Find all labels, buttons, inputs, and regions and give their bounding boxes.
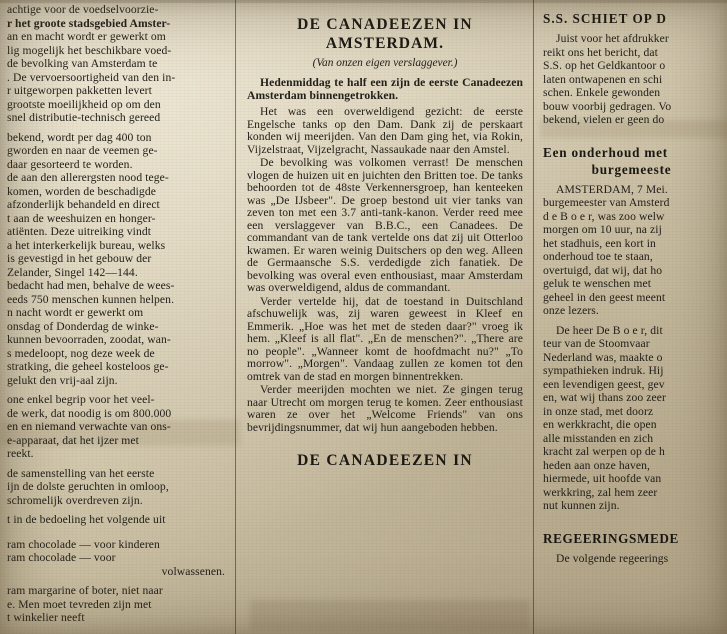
top-gap xyxy=(247,4,523,15)
body-line: a het interkerkelijk bureau, welks xyxy=(7,238,166,252)
body-line: de bevolking van Amsterdam te xyxy=(7,57,158,70)
body-line: afzonderlijk behandeld en direct xyxy=(7,198,160,211)
body-line: achtige voor de voedselvoorzie- xyxy=(7,3,159,16)
body-line: one enkel begrip voor het veel- xyxy=(7,393,155,406)
article-paragraph: Het was een overweldigend gezicht: de eerste Engelsche tanks op den Dam. Dank zij de perskaart konden wij meerijden. Van den Dam ging het, via Rokin, Vijzelstraat, Vijzelgracht, Nassaukade naar den Amstel. xyxy=(247,105,523,156)
article-headline-regeering: REGEERINGSMEDE xyxy=(543,530,679,546)
body-line: het stadhuis, een kort in xyxy=(543,236,656,250)
body-line: r uitgeworpen pakketten levert xyxy=(7,84,152,97)
article-paragraph: De bevolking was volkomen verrast! De menschen vlogen de huizen uit en juichten den Britten toe. De tanks behoorden tot de 48ste Verkennersgroep, han kenteeken was „De IJsbeer". De groep bestond uit vier tanks van zeven ton met een 3.7 anti-tank-kanon. Verder reed mee een verslaggever van B.B.C., een Canadees. De commandant van de tank vertelde ons dat zij uit Otterloo kwamen. Er waren weinig Duitschers op den weg. Alleen de Germaansche S.S. verdedigde zich fanatiek. De bevolking was overal even enthousiast, maar Amsterdam was overweldigend, aldus de commandant. xyxy=(247,156,523,295)
body-line: an en macht wordt er gewerkt om xyxy=(7,30,166,43)
body-line: lig mogelijk het beschikbare voed- xyxy=(7,43,172,57)
body-line: e-apparaat, dat het ijzer met xyxy=(7,433,139,447)
body-line: d e B o e r, was zoo welw xyxy=(543,209,665,223)
article-byline: (Van onzen eigen verslaggever.) xyxy=(312,57,458,69)
body-line: reikt ons het bericht, dat xyxy=(543,45,658,59)
body-line: t aan de weeshuizen en honger- xyxy=(7,211,156,225)
body-line: teur van de Stoomvaar xyxy=(543,337,650,350)
body-line: grootste moeilijkheid op om den xyxy=(7,97,161,111)
body-line: s medeloopt, nog deze week de xyxy=(7,346,155,360)
body-line: een levendigen geest, gev xyxy=(543,377,665,391)
body-line: n nacht wordt er gewerkt om xyxy=(7,306,144,319)
body-line: nut kunnen zijn. xyxy=(543,499,620,512)
body-line: Zelander, Singel 142—144. xyxy=(7,265,138,279)
body-line: Nederland was, maakte o xyxy=(543,350,663,364)
body-line: bekend, wordt per dag 400 ton xyxy=(7,130,152,144)
body-line: snel distributie-technisch gereed xyxy=(7,111,161,124)
body-line: en werkkracht, die open xyxy=(543,418,657,431)
body-line: ram margarine of boter, niet naar xyxy=(7,584,163,597)
body-line: is gevestigd in het gebouw der xyxy=(7,252,152,265)
body-line: schromelijk overdreven zijn. xyxy=(7,493,143,507)
body-line: onze lezers. xyxy=(543,304,599,317)
body-line: t in de bedoeling het volgende uit xyxy=(7,513,166,526)
body-line: bouw voorbij gedragen. Vo xyxy=(543,99,672,113)
body-line: S.S. op het Geldkantoor o xyxy=(543,59,666,72)
body-line: morgen om 10 uur, na zij xyxy=(543,223,662,236)
column-rule-right xyxy=(533,0,534,634)
body-line: ijn de dolste geruchten in omloop, xyxy=(7,480,169,493)
body-line: alle misstanden en zich xyxy=(543,431,654,445)
next-article-headline: DE CANADEEZEN IN xyxy=(297,452,473,470)
body-line: en en niemand verwachte van ons- xyxy=(7,420,171,433)
article-paragraph: Verder meerijden mochten we niet. Ze gingen terug naar Utrecht om morgen terug te komen. Zeer enthousiast waren ze over het „Welcome Friends" van ons bevrijdingsnummer, dat wij hun aangeboden hebben. xyxy=(247,383,523,434)
body-line: overtuigd, dat wij, dat ho xyxy=(543,263,663,277)
column-left xyxy=(0,0,232,634)
body-line: en, wat wij thans zoo zeer xyxy=(543,391,666,404)
body-line: in onze stad, met doorz xyxy=(543,404,654,418)
body-line: Juist voor het afdrukker xyxy=(556,32,669,45)
body-line: werkkring, zal hem zeer xyxy=(543,485,658,499)
body-line: ram chocolade — voor kinderen xyxy=(7,537,160,551)
section-gap xyxy=(247,435,523,451)
body-line: reekt. xyxy=(7,447,34,460)
body-line: e. Men moet tevreden zijn met xyxy=(7,597,152,611)
body-line: geluk te wenschen met xyxy=(543,277,652,290)
body-line: sympathieken indruk. Hij xyxy=(543,364,664,377)
body-line: De volgende regeerings xyxy=(556,551,669,565)
section-gap xyxy=(543,128,720,144)
body-line: heden aan onze haven, xyxy=(543,458,651,472)
body-line: ram chocolade — voor xyxy=(7,551,116,564)
article-headline-line1: DE CANADEEZEN IN xyxy=(297,16,473,33)
article-paragraph: Verder vertelde hij, dat de toestand in Duitschland afschuwelijk was, zij waren geweest in Kleef en Emmerik. „Hoe was het met de steden daar?" vroeg ik hem. „Kleef is all flat". „En de menschen?". „There are no people". „Wanneer komt de hoofdmacht nu?" „To morrow". „Morgen". Vandaag zullen ze komen tot den omtrek van de stad en morgen binnentrekken. xyxy=(247,294,523,383)
body-line: eeds 750 menschen kunnen helpen. xyxy=(7,292,175,306)
body-line: AMSTERDAM, 7 Mei. xyxy=(556,182,668,196)
body-line: kracht zal werpen op de h xyxy=(543,445,665,458)
section-gap xyxy=(543,514,720,530)
body-line: . De vervoersoortigheid van den in- xyxy=(7,70,176,84)
body-line: burgemeester van Amsterd xyxy=(543,196,670,209)
body-line: de aan den allerergsten nood tege- xyxy=(7,171,169,184)
body-line: onsdag of Donderdag de winke- xyxy=(7,319,159,333)
article-headline-line2: AMSTERDAM. xyxy=(325,35,445,52)
body-line: gelukt den vrij-aal zijn. xyxy=(7,373,118,387)
body-line: kunnen bevoorraden, zoodat, wan- xyxy=(7,333,171,346)
body-line: bekend, vielen er geen do xyxy=(543,113,665,126)
column-right xyxy=(536,0,727,634)
body-line: stratking, die geheel kosteloos ge- xyxy=(7,360,169,373)
column-middle xyxy=(240,0,530,634)
body-line: atiënten. Deze uitreiking vindt xyxy=(7,225,152,238)
body-line: t winkelier neeft xyxy=(7,611,85,624)
body-line: volwassenen. xyxy=(161,564,225,578)
body-line: daar gesorteerd te worden. xyxy=(7,157,133,171)
body-line: r het groote stadsgebied Amster- xyxy=(7,16,171,30)
body-line: gworden en naar de veemen ge- xyxy=(7,144,158,157)
body-line: De heer De B o e r, dit xyxy=(556,323,663,337)
article-lede: Hedenmiddag te half een zijn de eerste Canadeezen Amsterdam binnengetrokken. xyxy=(247,76,523,103)
body-line: bedacht had men, behalve de wees- xyxy=(7,279,175,292)
body-line: hiermede, uit hoofde van xyxy=(543,472,662,485)
body-line: komen, worden de beschadigde xyxy=(7,184,156,198)
article-headline-interview: Een onderhoud met xyxy=(543,144,668,160)
body-line: de werk, dat noodig is om 800.000 xyxy=(7,406,172,420)
article-headline-interview-line2: burgemeeste xyxy=(591,161,672,177)
body-line: onderhoud toe te staan, xyxy=(543,250,653,263)
body-line: de samenstelling van het eerste xyxy=(7,466,155,480)
body-line: laten ontwapenen en schi xyxy=(543,72,663,86)
article-headline-ss: S.S. SCHIET OP D xyxy=(543,11,667,26)
body-line: schen. Enkele gewonden xyxy=(543,86,661,99)
column-rule-left xyxy=(235,0,236,634)
paragraph-gap xyxy=(7,528,225,539)
body-line: geheel in den geest meent xyxy=(543,290,666,304)
